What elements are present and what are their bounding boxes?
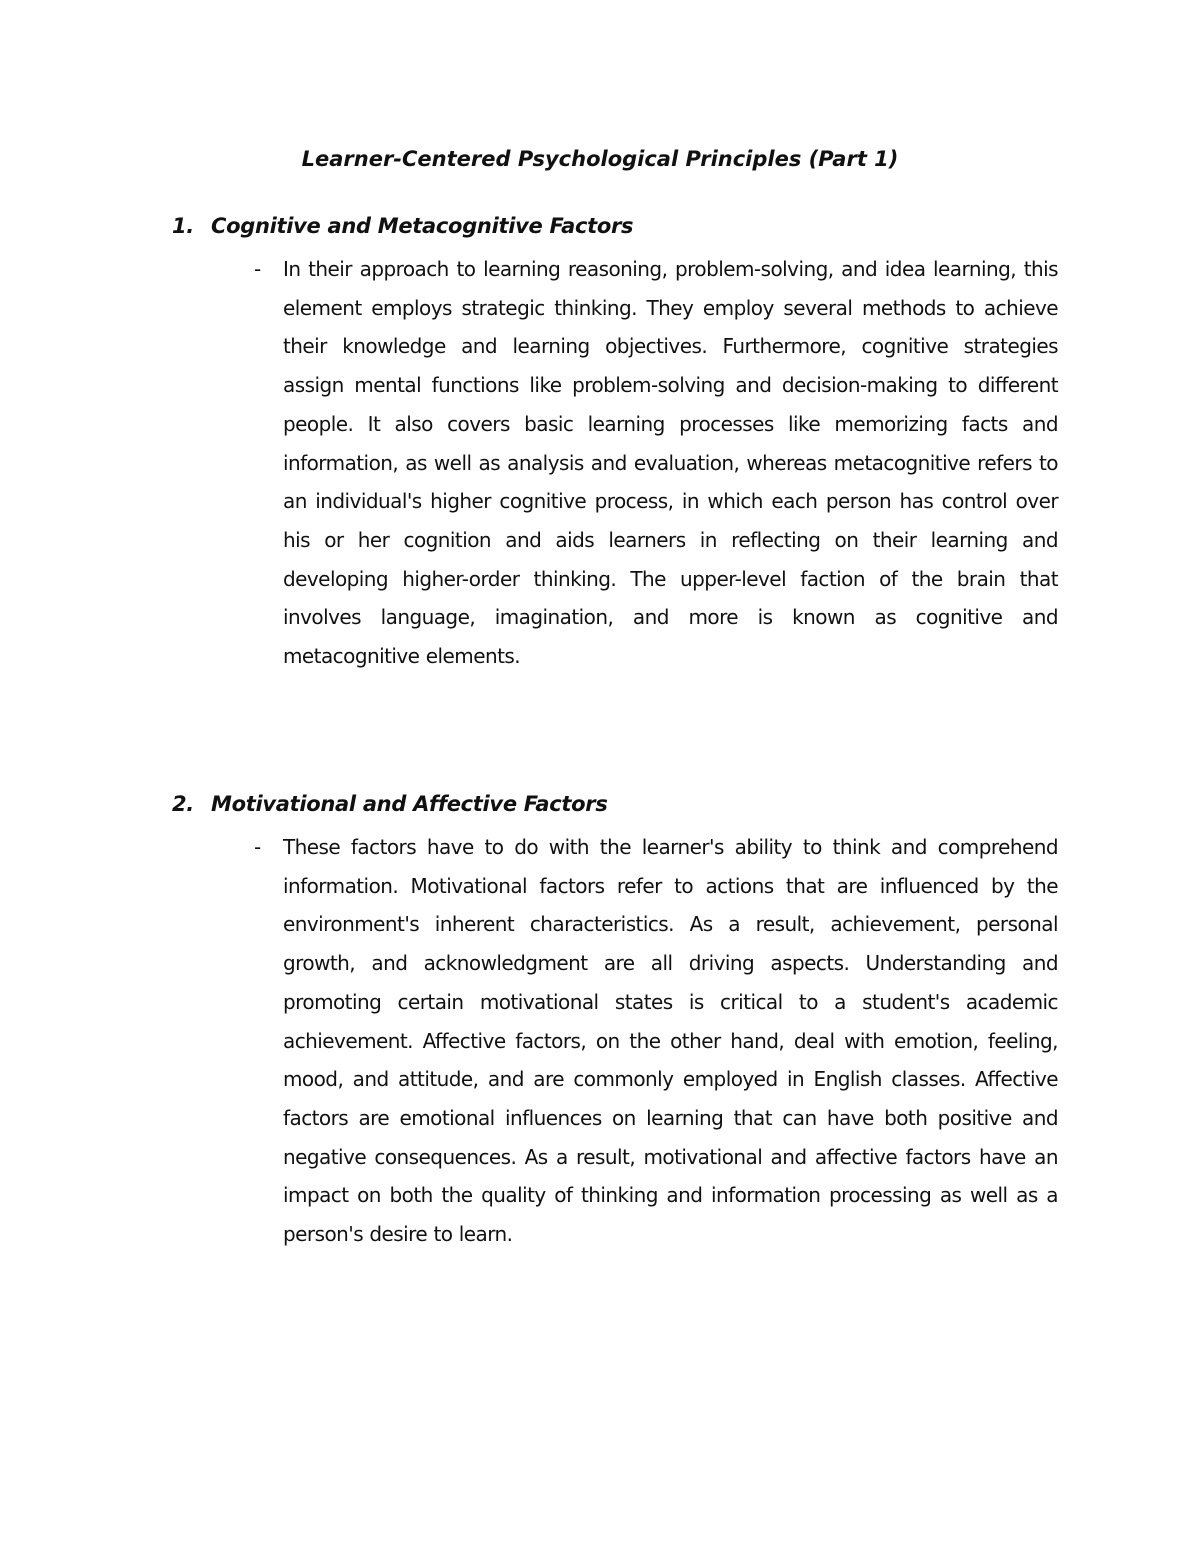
section-motivational-affective: [172, 789, 1058, 1254]
section-number: 2.: [172, 792, 194, 816]
section-heading: [172, 211, 1058, 241]
bullet-item: [172, 250, 1058, 676]
paragraph-text: These factors have to do with the learner's ability to think and comprehend information. Motivational factors refer to actions that are influenced by the environment's inherent characteristics. As a result, achievement, personal growth, and acknowledgment are all driving aspects. Understanding and promoting certain motivational states is critical to a student's academic achievement. Affective factors, on the other hand, deal with emotion, feeling, mood, and attitude, and are commonly employed in English classes. Affective factors are emotional influences on learning that can have both positive and negative consequences. As a result, motivational and affective factors have an impact on both the quality of thinking and information processing as well as a person's desire to learn.: [283, 835, 1058, 1247]
document-title: Learner-Centered Psychological Principles (Part 1): [301, 147, 899, 171]
bullet-item: [172, 828, 1058, 1254]
section-heading: [172, 789, 1058, 819]
section-heading-text: Motivational and Affective Factors: [211, 792, 608, 816]
paragraph-text: In their approach to learning reasoning, problem-solving, and idea learning, this element employs strategic thinking. They employ several methods to achieve their knowledge and learning objectives. Furthermore, cognitive strategies assign mental functions like problem-solving and decision-making to different people. It also covers basic learning processes like memorizing facts and information, as well as analysis and evaluation, whereas metacognitive refers to an individual's higher cognitive process, in which each person has control over his or her cognition and aids learners in reflecting on their learning and developing higher-order thinking. The upper-level faction of the brain that involves language, imagination, and more is known as cognitive and metacognitive elements.: [283, 257, 1058, 669]
section-number: 1.: [172, 214, 194, 238]
bullet-dash: -: [254, 257, 262, 281]
section-cognitive-metacognitive: [172, 211, 1058, 676]
bullet-dash: -: [254, 835, 262, 859]
section-heading-text: Cognitive and Metacognitive Factors: [211, 214, 634, 238]
